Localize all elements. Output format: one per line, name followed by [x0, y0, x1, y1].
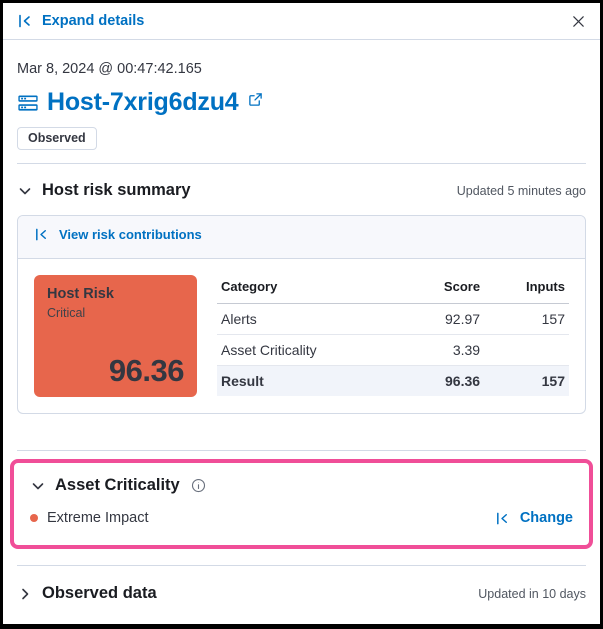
table-row [217, 335, 569, 366]
cell-score: 3.39 [404, 335, 484, 366]
risk-card-title: Host Risk [47, 286, 114, 302]
expand-details-button[interactable] [17, 13, 144, 29]
criticality-level-dot-icon [30, 514, 38, 522]
popout-icon[interactable] [248, 92, 263, 107]
table-header-row [217, 275, 569, 304]
observed-updated-text: Updated in 10 days [478, 586, 586, 601]
column-header-score: Score [404, 275, 484, 304]
asset-criticality-header [30, 476, 573, 495]
info-circle-icon[interactable] [191, 478, 206, 493]
risk-card-score: 96.36 [108, 353, 184, 388]
section-divider [17, 163, 586, 164]
host-name-link[interactable]: Host-7xrig6dzu4 [47, 88, 239, 116]
cell-category: Alerts [217, 304, 404, 335]
close-flyout-button[interactable] [571, 14, 586, 29]
cell-category: Result [217, 366, 404, 397]
risk-updated-text: Updated 5 minutes ago [456, 183, 586, 198]
asset-criticality-title: Asset Criticality [55, 476, 180, 494]
chevron-down-icon[interactable] [30, 478, 46, 494]
chevron-right-icon[interactable] [17, 586, 33, 602]
cell-inputs: 157 [484, 366, 569, 397]
expand-details-label: Expand details [42, 13, 145, 29]
host-title-row [17, 88, 586, 117]
change-criticality-label: Change [519, 510, 573, 526]
risk-card-level: Critical [47, 306, 86, 320]
risk-summary-panel [17, 215, 586, 414]
arrow-start-icon [17, 13, 33, 29]
risk-panel-header [18, 216, 585, 259]
close-icon [571, 14, 586, 29]
arrow-start-icon [495, 511, 510, 526]
cell-category: Asset Criticality [217, 335, 404, 366]
section-divider [17, 565, 586, 566]
cell-score: 92.97 [404, 304, 484, 335]
criticality-level-label: Extreme Impact [47, 510, 149, 526]
host-risk-score-card [34, 275, 197, 397]
event-timestamp: Mar 8, 2024 @ 00:47:42.165 [17, 61, 202, 77]
storage-server-icon [17, 92, 39, 114]
flyout-header [3, 3, 600, 40]
table-row-result [217, 366, 569, 397]
flyout-body [3, 61, 600, 603]
cell-score: 96.36 [404, 366, 484, 397]
change-criticality-button[interactable] [495, 510, 573, 526]
criticality-level-row [30, 510, 573, 526]
chevron-down-icon[interactable] [17, 183, 33, 199]
risk-panel-body [18, 259, 585, 413]
observed-data-title: Observed data [42, 584, 157, 602]
arrow-start-icon [34, 227, 49, 242]
table-row [217, 304, 569, 335]
host-risk-summary-header [17, 181, 586, 200]
cell-inputs: 157 [484, 304, 569, 335]
section-divider [17, 450, 586, 451]
risk-contributions-table [217, 275, 569, 396]
observed-data-header [17, 584, 586, 603]
column-header-inputs: Inputs [484, 275, 569, 304]
observed-status-badge: Observed [17, 127, 97, 150]
view-risk-contributions-button[interactable] [34, 227, 202, 242]
host-risk-summary-title: Host risk summary [42, 181, 191, 199]
cell-inputs [484, 335, 569, 366]
column-header-category: Category [217, 275, 404, 304]
asset-criticality-highlight-box [10, 459, 593, 549]
view-risk-contributions-label: View risk contributions [59, 227, 202, 242]
